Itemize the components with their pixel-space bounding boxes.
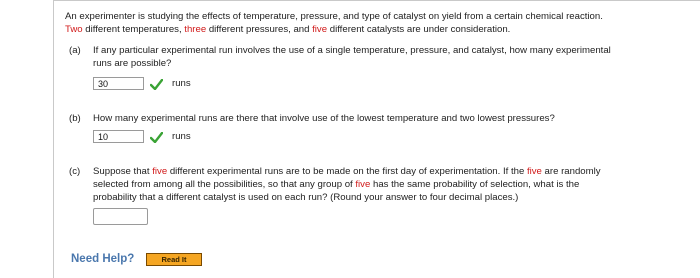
part-a-question-line-1: If any particular experimental run involves the use of a single temperature, pressure, and catalyst, how many experimental [93, 45, 611, 56]
part-c-answer-input[interactable] [93, 208, 148, 225]
part-a-answer-input[interactable]: 30 [93, 77, 144, 90]
part-c-question-line-3: probability that a different catalyst is used on each run? (Round your answer to four decimal places.) [93, 192, 519, 203]
part-b-units: runs [172, 131, 191, 142]
part-b-question: How many experimental runs are there that involve use of the lowest temperature and two lowest pressures? [93, 113, 555, 124]
part-a-question-line-2: runs are possible? [93, 58, 172, 69]
part-c-question-line-1: Suppose that five different experimental runs are to be made on the first day of experimentation. If the five are randomly [93, 166, 601, 177]
read-it-button[interactable]: Read It [146, 253, 202, 266]
intro-line-2: Two different temperatures, three different pressures, and five different catalysts are under consideration. [65, 24, 511, 35]
need-help-label: Need Help? [71, 253, 135, 265]
count-pressures: three [184, 24, 207, 35]
count-temperatures: Two [65, 24, 83, 35]
part-a-units: runs [172, 78, 191, 89]
correct-check-icon [150, 79, 163, 90]
part-b-answer-input[interactable]: 10 [93, 130, 144, 143]
correct-check-icon [150, 132, 163, 143]
intro-line-1: An experimenter is studying the effects of temperature, pressure, and type of catalyst on yield from a certain chemical reaction. [65, 11, 603, 22]
count-catalysts: five [312, 24, 328, 35]
part-c-label: (c) [69, 166, 81, 177]
part-a-label: (a) [69, 45, 81, 56]
part-c-question-line-2: selected from among all the possibilities, so that any group of five has the same probability of selection, what is the [93, 179, 580, 190]
part-b-label: (b) [69, 113, 81, 124]
